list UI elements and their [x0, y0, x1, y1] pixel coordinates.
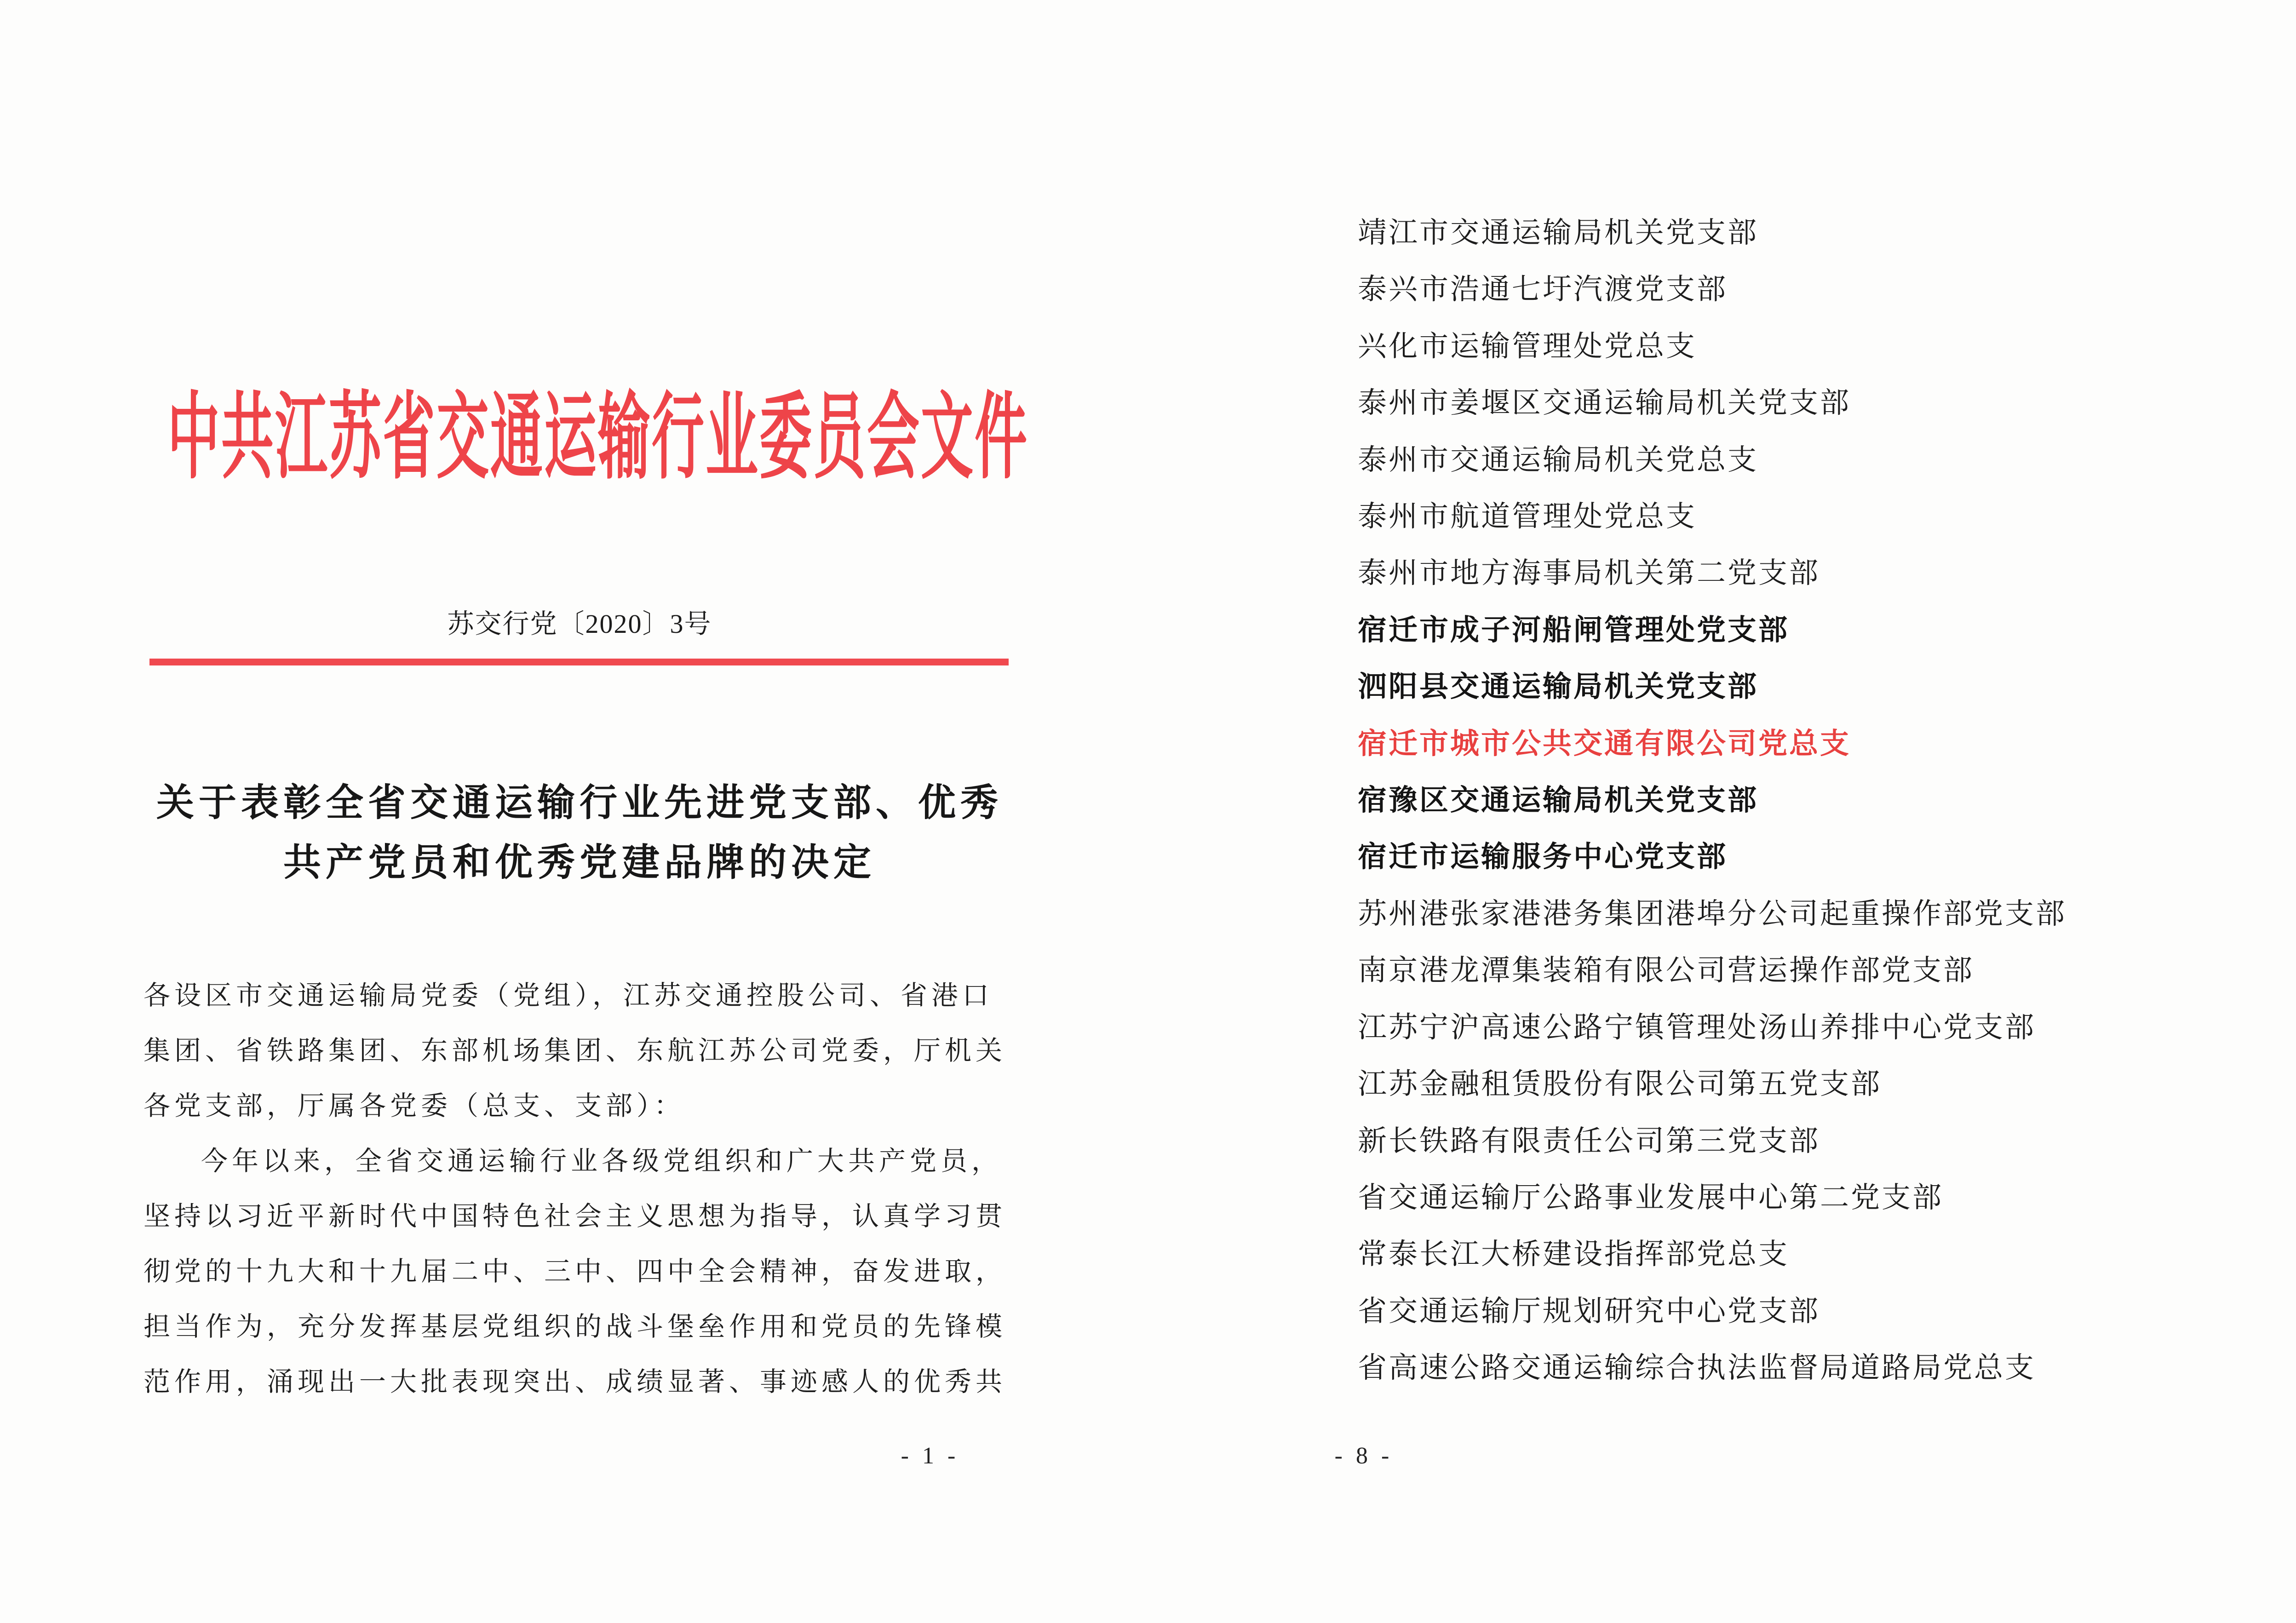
list-item: 江苏金融租赁股份有限公司第五党支部: [1358, 1068, 1882, 1101]
body-line: 彻党的十九大和十九届二中、三中、四中全会精神，奋发进取，: [144, 1256, 1007, 1286]
list-item-highlighted: 宿迁市城市公共交通有限公司党总支: [1358, 727, 1851, 760]
document-title-line-2: 共产党员和优秀党建品牌的决定: [283, 842, 876, 883]
body-line: 集团、省铁路集团、东部机场集团、东航江苏公司党委，厅机关: [144, 1036, 1007, 1066]
document-header-title: 中共江苏省交通运输行业委员会文件: [167, 385, 1028, 490]
list-item: 靖江市交通运输局机关党支部: [1358, 217, 1758, 249]
list-item: 宿迁市成子河船闸管理处党支部: [1358, 614, 1789, 646]
body-line: 各设区市交通运输局党委（党组），江苏交通控股公司、省港口: [144, 981, 993, 1010]
list-item: 常泰长江大桥建设指挥部党总支: [1358, 1238, 1789, 1271]
document-body: [144, 968, 1017, 1410]
list-item: 泰州市地方海事局机关第二党支部: [1358, 557, 1820, 590]
list-item: 泰州市交通运输局机关党总支: [1358, 443, 1758, 476]
page-number-right: - 8 -: [1334, 1443, 1393, 1469]
list-item: 江苏宁沪高速公路宁镇管理处汤山养排中心党支部: [1358, 1011, 2036, 1044]
document-title-line-1: 关于表彰全省交通运输行业先进党支部、优秀: [156, 782, 1003, 824]
list-item: 兴化市运输管理处党总支: [1358, 330, 1697, 362]
list-item: 新长铁路有限责任公司第三党支部: [1358, 1124, 1820, 1157]
list-item: 苏州港张家港港务集团港埠分公司起重操作部党支部: [1358, 897, 2066, 930]
list-item: 泰兴市浩通七圩汽渡党支部: [1358, 273, 1728, 306]
body-line: 担当作为，充分发挥基层党组织的战斗堡垒作用和党员的先锋模: [144, 1312, 1007, 1342]
body-line: 今年以来，全省交通运输行业各级党组织和广大共产党员，: [201, 1146, 1003, 1176]
list-item: 泗阳县交通运输局机关党支部: [1358, 671, 1758, 703]
list-item: 宿迁市运输服务中心党支部: [1358, 841, 1728, 873]
list-item: 省交通运输厅公路事业发展中心第二党支部: [1358, 1181, 1943, 1214]
list-item: 泰州市姜堰区交通运输局机关党支部: [1358, 387, 1851, 419]
list-item: 泰州市航道管理处党总支: [1358, 500, 1697, 533]
page-number-left: - 1 -: [901, 1443, 959, 1469]
list-item: 南京港龙潭集装箱有限公司营运操作部党支部: [1358, 954, 1974, 987]
list-item: 省高速公路交通运输综合执法监督局道路局党总支: [1358, 1352, 2036, 1384]
list-item: 省交通运输厅规划研究中心党支部: [1358, 1295, 1820, 1327]
body-line: 范作用，涌现出一大批表现突出、成绩显著、事迹感人的优秀共: [144, 1367, 1007, 1397]
list-item: 宿豫区交通运输局机关党支部: [1358, 784, 1758, 817]
red-divider-line: [149, 659, 1009, 665]
award-list: [1358, 205, 2232, 1397]
body-line: 坚持以习近平新时代中国特色社会主义思想为指导，认真学习贯: [144, 1201, 1007, 1231]
document-page-8: [1148, 0, 2296, 1623]
document-number: 苏交行党〔2020〕3号: [447, 609, 712, 639]
document-title: [143, 773, 1016, 893]
body-line: 各党支部，厅属各党委（总支、支部）：: [144, 1091, 685, 1121]
